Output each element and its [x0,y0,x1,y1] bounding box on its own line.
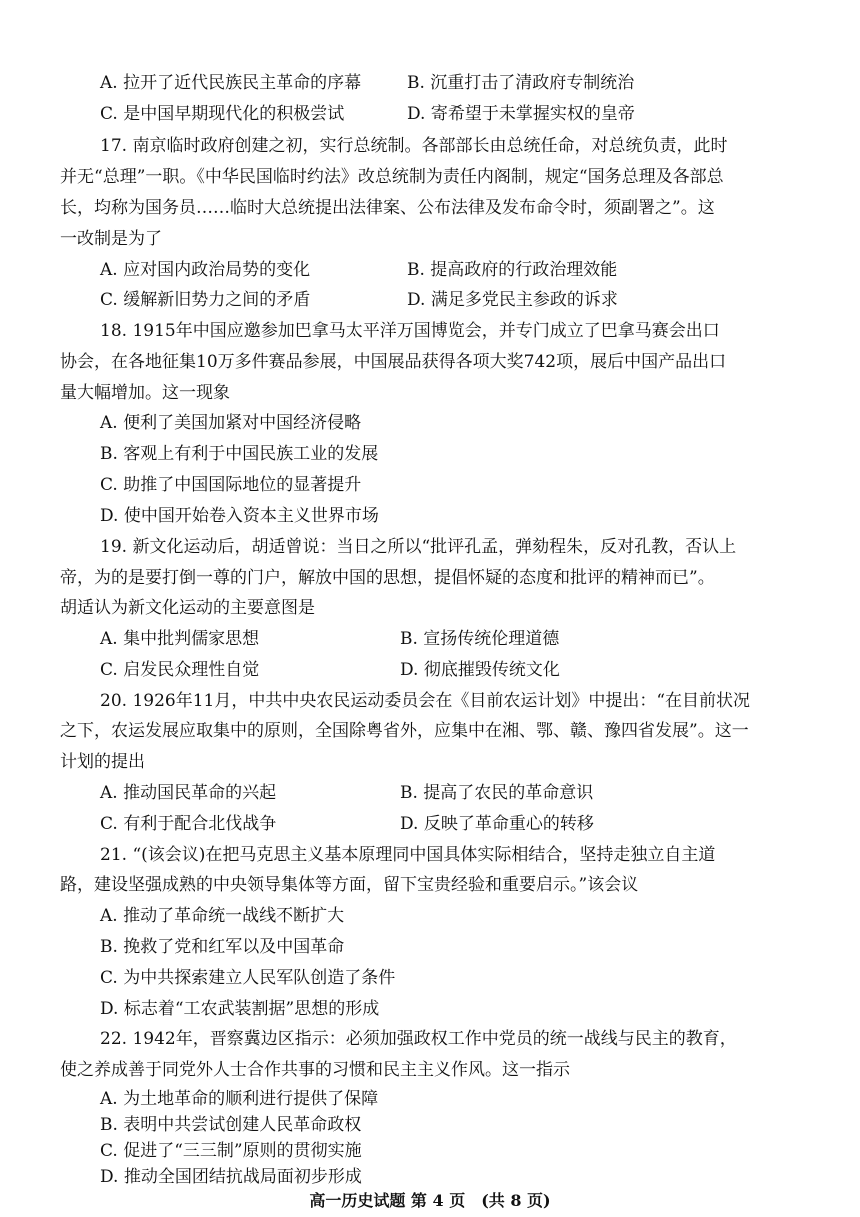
q20-option-b: B. 提高了农民的革命意识 [400,783,594,803]
q17-stem-line-2: 并无“总理”一职。《中华民国临时约法》改总统制为责任内阁制，规定“国务总理及各部总 [60,167,724,187]
q19-option-a: A. 集中批判儒家思想 [100,629,260,649]
q18-option-d: D. 使中国开始卷入资本主义世界市场 [100,506,379,526]
q17-option-b: B. 提高政府的行政治理效能 [407,260,618,280]
q19-stem-line-2: 帝，为的是要打倒一尊的门户，解放中国的思想，提倡怀疑的态度和批评的精神而已”。 [60,568,715,588]
q17-option-d: D. 满足多党民主参政的诉求 [407,290,618,310]
page-footer: 高一历史试题 第 4 页 (共 8 页) [309,1191,551,1210]
q21-option-a: A. 推动了革命统一战线不断扩大 [100,906,345,926]
q21-option-b: B. 挽救了党和红军以及中国革命 [100,937,345,957]
q16-option-a: A. 拉开了近代民族民主革命的序幕 [100,73,362,93]
q18-option-a: A. 便利了美国加紧对中国经济侵略 [100,413,362,433]
q18-stem-line-3: 量大幅增加。这一现象 [60,383,230,403]
q21-option-c: C. 为中共探索建立人民军队创造了条件 [100,968,396,988]
q22-option-c: C. 促进了“三三制”原则的贯彻实施 [100,1141,362,1161]
q19-option-c: C. 启发民众理性自觉 [100,660,260,680]
q18-stem-line-1: 18. 1915年中国应邀参加巴拿马太平洋万国博览会，并专门成立了巴拿马赛会出口 [100,321,720,341]
q18-option-c: C. 助推了中国国际地位的显著提升 [100,475,362,495]
q17-stem-line-3: 长，均称为国务员……临时大总统提出法律案、公布法律及发布命令时，须副署之”。这 [60,198,715,218]
q22-option-d: D. 推动全国团结抗战局面初步形成 [100,1167,362,1187]
q19-option-b: B. 宣扬传统伦理道德 [400,629,560,649]
q19-stem-line-3: 胡适认为新文化运动的主要意图是 [60,598,315,618]
q20-option-a: A. 推动国民革命的兴起 [100,783,277,803]
q19-stem-line-1: 19. 新文化运动后，胡适曾说：当日之所以“批评孔孟，弹劾程朱，反对孔教，否认上 [100,537,737,557]
q20-stem-line-3: 计划的提出 [60,752,145,772]
q17-option-c: C. 缓解新旧势力之间的矛盾 [100,290,311,310]
q22-stem-line-1: 22. 1942年，晋察冀边区指示：必须加强政权工作中党员的统一战线与民主的教育， [100,1029,737,1049]
q22-stem-line-2: 使之养成善于同党外人士合作共事的习惯和民主主义作风。这一指示 [60,1060,570,1080]
q21-option-d: D. 标志着“工农武装割据”思想的形成 [100,999,380,1019]
q18-stem-line-2: 协会，在各地征集10万多件赛品参展，中国展品获得各项大奖742项，展后中国产品出口 [60,352,727,372]
q22-option-a: A. 为土地革命的顺利进行提供了保障 [100,1089,379,1109]
q18-option-b: B. 客观上有利于中国民族工业的发展 [100,444,379,464]
q17-option-a: A. 应对国内政治局势的变化 [100,260,311,280]
q19-option-d: D. 彻底摧毁传统文化 [400,660,560,680]
q16-option-c: C. 是中国早期现代化的积极尝试 [100,104,345,124]
q20-stem-line-1: 20. 1926年11月，中共中央农民运动委员会在《目前农运计划》中提出：“在目前状况 [100,691,751,711]
q17-stem-line-1: 17. 南京临时政府创建之初，实行总统制。各部部长由总统任命，对总统负责，此时 [100,136,728,156]
q17-stem-line-4: 一改制是为了 [60,229,162,249]
q20-option-c: C. 有利于配合北伐战争 [100,814,277,834]
q16-option-d: D. 寄希望于未掌握实权的皇帝 [407,104,635,124]
q20-stem-line-2: 之下，农运发展应取集中的原则，全国除粤省外，应集中在湘、鄂、赣、豫四省发展”。这一 [60,721,749,741]
q16-option-b: B. 沉重打击了清政府专制统治 [407,73,635,93]
q21-stem-line-1: 21. “(该会议)在把马克思主义基本原理同中国具体实际相结合，坚持走独立自主道 [100,845,716,865]
q20-option-d: D. 反映了革命重心的转移 [400,814,594,834]
q21-stem-line-2: 路，建设坚强成熟的中央领导集体等方面，留下宝贵经验和重要启示。”该会议 [60,875,639,895]
q22-option-b: B. 表明中共尝试创建人民革命政权 [100,1115,362,1135]
